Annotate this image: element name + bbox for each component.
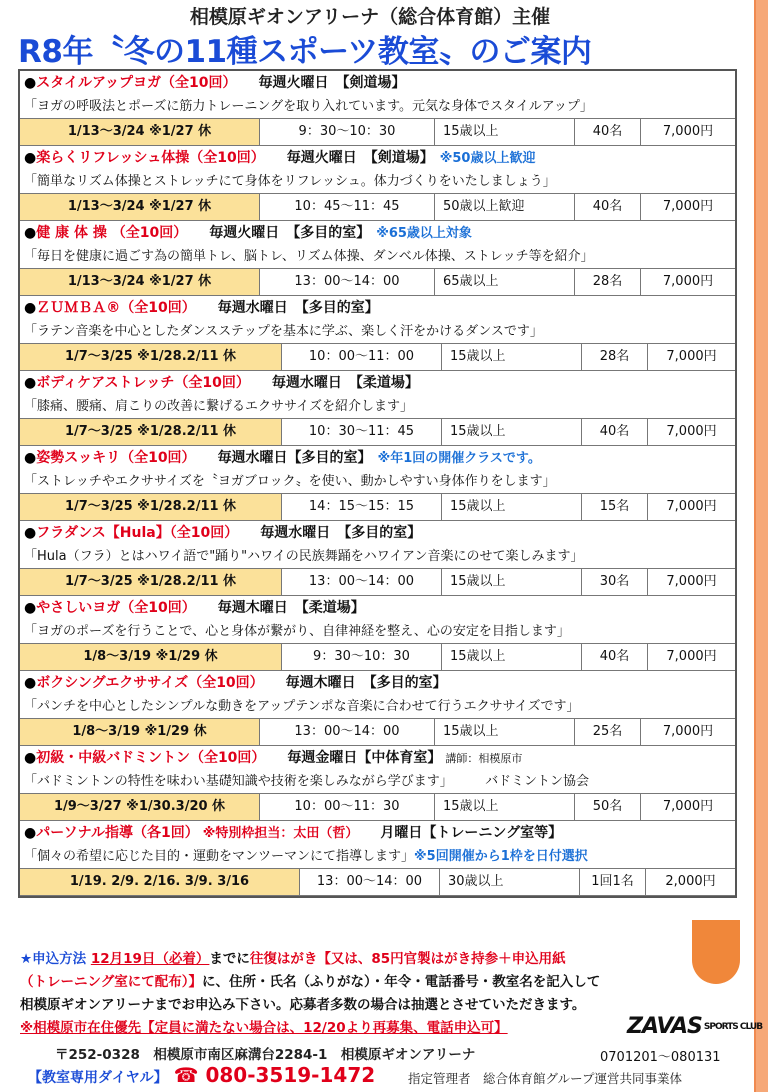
course-time: 13：00〜14：00: [282, 569, 442, 595]
course-name: フラダンス【Hula】（全10回）: [36, 525, 239, 541]
bullet-icon: ●: [24, 825, 37, 841]
course-description: 「個々の希望に応じた目的・運動をマンツーマンにて指導します」: [24, 849, 415, 864]
course-special-note: ※特別枠担当：太田（哲）: [202, 826, 359, 841]
course-age: 15歳以上: [442, 494, 582, 520]
course-time: 10：00〜11：30: [260, 794, 435, 820]
course-age: 15歳以上: [435, 119, 575, 145]
course-time: 13：00〜14：00: [300, 869, 440, 895]
course-time: 13：00〜14：00: [260, 269, 435, 295]
course-info-row: [20, 493, 735, 520]
course-info-row: [20, 268, 735, 295]
course-fee: 7,000円: [648, 569, 735, 595]
course-title-line: [20, 146, 735, 171]
course-fee: 7,000円: [648, 419, 735, 445]
zavas-logo: [627, 1014, 762, 1039]
course-capacity: 50名: [575, 794, 641, 820]
course-fee: 7,000円: [641, 269, 735, 295]
course-dates: 1/7〜3/25 ※1/28.2/11 休: [20, 344, 282, 370]
course-description-line: [20, 621, 735, 643]
course-name: パーソナル指導（各1回）: [36, 825, 199, 841]
course-description-line: [20, 246, 735, 268]
course-description-line: [20, 171, 735, 193]
course-block: [20, 521, 735, 596]
course-description: 「ヨガのポーズを行うことで、心と身体が繋がり、自律神経を整え、心の安定を目指します」: [24, 624, 570, 639]
course-description: 「毎日を健康に過ごす為の簡単トレ、脳トレ、リズム体操、ダンベル体操、ストレッチ等を紹介」: [24, 249, 594, 264]
course-schedule: 毎週水曜日 【柔道場】: [271, 375, 419, 391]
course-time: 14：15〜15：15: [282, 494, 442, 520]
course-info-row: [20, 568, 735, 595]
course-block: [20, 146, 735, 221]
form-distribution: （トレーニング室にて配布）】: [20, 974, 202, 990]
course-fee: 7,000円: [641, 119, 735, 145]
course-info-row: [20, 343, 735, 370]
course-age: 15歳以上: [442, 569, 582, 595]
course-fee: 7,000円: [648, 344, 735, 370]
bullet-icon: ●: [24, 600, 37, 616]
course-schedule: 毎週木曜日 【多目的室】: [285, 675, 447, 691]
course-age: 15歳以上: [442, 419, 582, 445]
course-dates: 1/19. 2/9. 2/16. 3/9. 3/16: [20, 869, 300, 895]
course-name: ボクシングエクササイズ（全10回）: [36, 675, 264, 691]
course-capacity: 40名: [575, 194, 641, 220]
course-title-line: [20, 521, 735, 546]
course-dates: 1/8〜3/19 ※1/29 休: [20, 644, 282, 670]
dial-label: 【教室専用ダイヤル】: [28, 1070, 168, 1086]
course-block: [20, 821, 735, 896]
course-note: ※50歳以上歓迎: [439, 151, 536, 166]
course-time: 9：30〜10：30: [260, 119, 435, 145]
course-time: 9：30〜10：30: [282, 644, 442, 670]
course-block: [20, 596, 735, 671]
logo-text: ZAVAS: [627, 1014, 702, 1039]
course-info-row: [20, 193, 735, 220]
orange-edge-decoration: [754, 0, 768, 1092]
course-schedule: 毎週水曜日 【多目的室】: [217, 300, 379, 316]
course-name: ボディケアストレッチ（全10回）: [36, 375, 250, 391]
bullet-icon: ●: [24, 225, 37, 241]
course-age: 50歳以上歓迎: [435, 194, 575, 220]
course-description-line: [20, 846, 735, 868]
course-capacity: 15名: [582, 494, 648, 520]
course-title-line: [20, 446, 735, 471]
course-name: スタイルアップヨガ（全10回）: [36, 75, 237, 91]
address: 〒252-0328 相模原市南区麻溝台2284-1 相模原ギオンアリーナ: [55, 1047, 476, 1063]
course-description: 「Hula（フラ）とはハワイ語で"踊り"ハワイの民族舞踊をハワイアン音楽にのせて楽しみます」: [24, 549, 584, 564]
bullet-icon: ●: [24, 150, 37, 166]
course-description: 「簡単なリズム体操とストレッチにて身体をリフレッシュ。体力づくりをいたしましょう」: [24, 174, 556, 189]
course-fee: 7,000円: [648, 644, 735, 670]
course-info-row: [20, 418, 735, 445]
course-title-line: [20, 296, 735, 321]
course-capacity: 40名: [582, 419, 648, 445]
course-title-line: [20, 746, 735, 771]
bullet-icon: ●: [24, 450, 37, 466]
course-fee: 7,000円: [641, 794, 735, 820]
document-code: 0701201〜080131: [600, 1050, 721, 1065]
course-schedule: 毎週木曜日 【柔道場】: [217, 600, 365, 616]
course-dates: 1/13〜3/24 ※1/27 休: [20, 269, 260, 295]
course-note: ※65歳以上対象: [376, 226, 472, 241]
priority-note: ※相模原市在住優先【定員に満たない場合は、12/20より再募集、電話申込可】: [20, 1020, 508, 1036]
course-table: [18, 69, 737, 898]
course-name: 健 康 体 操 （全10回）: [36, 225, 188, 241]
course-schedule: 毎週火曜日 【剣道場】: [258, 75, 406, 91]
course-time: 10：30〜11：45: [282, 419, 442, 445]
course-capacity: 40名: [582, 644, 648, 670]
course-fee: 2,000円: [646, 869, 735, 895]
course-title-line: [20, 221, 735, 246]
course-age: 15歳以上: [442, 644, 582, 670]
course-dates: 1/13〜3/24 ※1/27 休: [20, 194, 260, 220]
course-dates: 1/7〜3/25 ※1/28.2/11 休: [20, 419, 282, 445]
application-line-3: 相模原ギオンアリーナまでお申込み下さい。応募者多数の場合は抽選とさせていただきます。: [20, 997, 586, 1013]
course-info-row: [20, 718, 735, 745]
course-age: 30歳以上: [440, 869, 580, 895]
course-title-line: [20, 596, 735, 621]
course-schedule: 毎週水曜日 【多目的室】: [260, 525, 422, 541]
course-time: 13：00〜14：00: [260, 719, 435, 745]
course-age: 65歳以上: [435, 269, 575, 295]
application-text: までに: [209, 951, 250, 967]
course-capacity: 30名: [582, 569, 648, 595]
page-title: R8年〝冬の11種スポーツ教室〟のご案内: [18, 34, 592, 70]
course-schedule: 毎週火曜日 【剣道場】: [286, 150, 434, 166]
course-time: 10：45〜11：45: [260, 194, 435, 220]
course-age: 15歳以上: [435, 719, 575, 745]
course-block: [20, 746, 735, 821]
course-title-line: [20, 371, 735, 396]
course-name: 楽らくリフレッシュ体操（全10回）: [36, 150, 265, 166]
course-schedule: 毎週水曜日【多目的室】: [217, 450, 372, 466]
course-time: 10：00〜11：00: [282, 344, 442, 370]
course-description-line: [20, 96, 735, 118]
phone-number[interactable]: ☎ 080-3519-1472: [173, 1063, 376, 1087]
course-info-row: [20, 868, 735, 895]
course-description: 「膝痛、腰痛、肩こりの改善に繋げるエクササイズを紹介します」: [24, 399, 413, 414]
course-description: 「ヨガの呼吸法とポーズに筋力トレーニングを取り入れています。元気な身体でスタイルアップ」: [24, 99, 593, 114]
course-block: [20, 446, 735, 521]
course-dates: 1/8〜3/19 ※1/29 休: [20, 719, 260, 745]
course-description-line: [20, 396, 735, 418]
course-fee: 7,000円: [641, 194, 735, 220]
postcard-info: 往復はがき【又は、85円官製はがき持参＋申込用紙: [249, 951, 566, 967]
course-description-line: [20, 471, 735, 493]
logo-subtext: SPORTS CLUB: [703, 1021, 763, 1032]
course-block: [20, 221, 735, 296]
application-method-label: ★申込方法: [20, 951, 87, 967]
course-block: [20, 296, 735, 371]
course-info-row: [20, 643, 735, 670]
manager-info: 指定管理者 総合体育館グループ運営共同事業体: [408, 1071, 683, 1086]
course-note: ※年1回の開催クラスです。: [377, 451, 541, 466]
course-dates: 1/7〜3/25 ※1/28.2/11 休: [20, 494, 282, 520]
course-info-row: [20, 118, 735, 145]
course-title-line: [20, 821, 735, 846]
course-name: ＺＵＭＢＡ®（全10回）: [36, 300, 196, 316]
organizer-heading: 相模原ギオンアリーナ（総合体育館）主催: [189, 6, 551, 28]
course-description-line: [20, 321, 735, 343]
course-description-line: [20, 696, 735, 718]
course-fee: 7,000円: [648, 494, 735, 520]
course-age: 15歳以上: [435, 794, 575, 820]
course-description: 「ストレッチやエクササイズを〝ヨガブロック〟を使い、動かしやすい身体作りをします」: [24, 474, 556, 489]
course-instructor: 講師：相模原市: [445, 752, 523, 765]
course-description: 「バドミントンの特性を味わい基礎知識や技術を楽しみながら学びます」 バドミントン協会: [24, 774, 589, 789]
course-schedule: 毎週火曜日 【多目的室】: [209, 225, 371, 241]
course-description-note: ※5回開催から1枠を日付選択: [414, 849, 588, 864]
course-description: 「パンチを中心としたシンプルな動きをアップテンポな音楽に合わせて行うエクササイズです」: [24, 699, 580, 714]
application-line-2: [20, 971, 740, 994]
course-name: やさしいヨガ（全10回）: [36, 600, 196, 616]
course-block: [20, 71, 735, 146]
course-dates: 1/13〜3/24 ※1/27 休: [20, 119, 260, 145]
course-dates: 1/9〜3/27 ※1/30.3/20 休: [20, 794, 260, 820]
required-fields: に、住所・氏名（ふりがな）・年令・電話番号・教室名を記入して: [201, 974, 601, 990]
course-title-line: [20, 671, 735, 696]
bullet-icon: ●: [24, 375, 37, 391]
course-name: 初級・中級バドミントン（全10回）: [36, 750, 266, 766]
course-block: [20, 671, 735, 746]
application-line-1: [20, 948, 740, 971]
course-block: [20, 371, 735, 446]
course-description-line: [20, 546, 735, 568]
course-dates: 1/7〜3/25 ※1/28.2/11 休: [20, 569, 282, 595]
course-capacity: 25名: [575, 719, 641, 745]
course-capacity: 28名: [575, 269, 641, 295]
bullet-icon: ●: [24, 75, 37, 91]
course-description-line: [20, 771, 735, 793]
course-age: 15歳以上: [442, 344, 582, 370]
course-info-row: [20, 793, 735, 820]
course-description: 「ラテン音楽を中心としたダンスステップを基本に学ぶ、楽しく汗をかけるダンスです」: [24, 324, 543, 339]
course-schedule: 月曜日【トレーニング室等】: [380, 825, 563, 841]
bullet-icon: ●: [24, 525, 37, 541]
course-capacity: 40名: [575, 119, 641, 145]
dial-line: [28, 1063, 375, 1087]
course-title-line: [20, 71, 735, 96]
bullet-icon: ●: [24, 675, 37, 691]
course-schedule: 毎週金曜日【中体育室】: [287, 750, 442, 766]
deadline: 12月19日（必着）: [90, 951, 210, 967]
course-capacity: 28名: [582, 344, 648, 370]
course-capacity: 1回1名: [580, 869, 646, 895]
course-name: 姿勢スッキリ（全10回）: [36, 450, 196, 466]
bullet-icon: ●: [24, 750, 37, 766]
course-fee: 7,000円: [641, 719, 735, 745]
bullet-icon: ●: [24, 300, 37, 316]
